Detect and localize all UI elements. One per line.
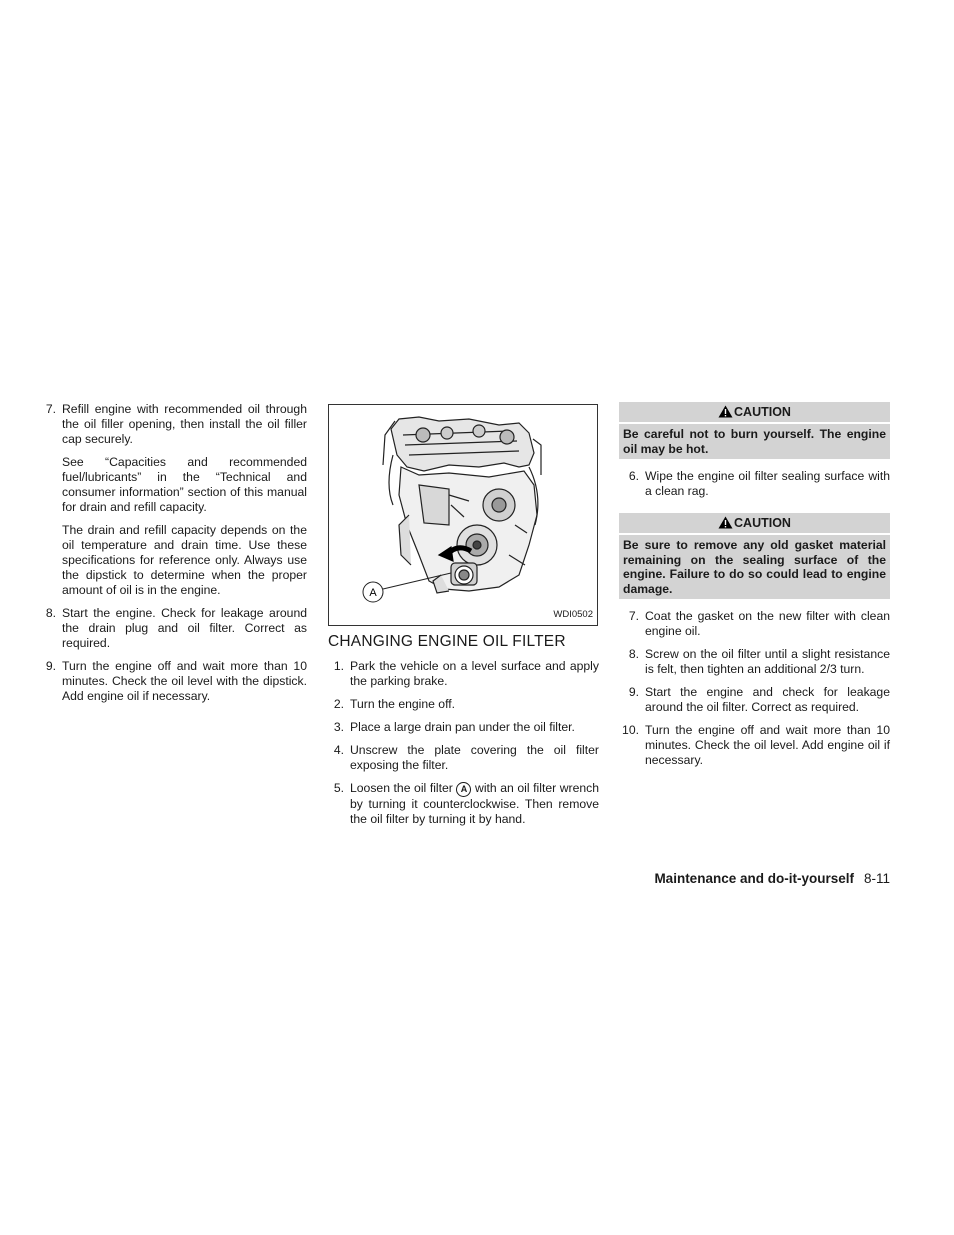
capacity-note-paragraph: The drain and refill capacity depends on the oil temperature and drain time. Use these specifications for reference only. Always use the dipstick to determine when the proper amount of oil is in the engine.	[62, 523, 307, 597]
filter-step-6	[619, 469, 890, 499]
warning-triangle-icon	[718, 405, 733, 418]
step-number: 7.	[628, 609, 639, 623]
step-text: Start the engine and check for leakage around the oil filter. Correct as required.	[645, 685, 890, 714]
step-text: Turn the engine off.	[350, 697, 456, 711]
step-text: Place a large drain pan under the oil filter.	[350, 720, 575, 734]
caution-box-gasket	[619, 513, 890, 599]
step-number: 3.	[333, 720, 344, 734]
filter-step-3	[328, 720, 599, 735]
step-number: 6.	[628, 469, 639, 483]
filter-step-7	[619, 609, 890, 639]
step-text-before: Loosen the oil filter	[350, 781, 453, 795]
filter-step-8	[619, 647, 890, 677]
step-number: 8.	[628, 647, 639, 661]
step-text: Wipe the engine oil filter sealing surface with a clean rag.	[645, 469, 890, 498]
engine-oil-filter-figure	[328, 404, 598, 626]
step-text: Refill engine with recommended oil through the oil filler opening, then install the oil filler cap securely.	[62, 402, 307, 446]
step-text-after: with an oil filter wrench by turning it counterclockwise. Then remove the oil filter by turning it by hand.	[350, 781, 600, 826]
filter-step-4	[328, 743, 599, 773]
right-column	[619, 402, 890, 776]
step-text: Turn the engine off and wait more than 10 minutes. Check the oil level. Add engine oil if necessary.	[645, 723, 890, 767]
filter-step-10	[619, 723, 890, 768]
callout-a-marker: A	[456, 782, 471, 797]
left-column	[40, 402, 307, 712]
step-number: 1.	[333, 659, 344, 673]
step-number: 7.	[45, 402, 56, 416]
step-number: 5.	[333, 781, 344, 795]
step-8-start-engine	[40, 606, 307, 651]
step-text: Unscrew the plate covering the oil filter exposing the filter.	[350, 743, 599, 772]
section-title: CHANGING ENGINE OIL FILTER	[328, 633, 566, 650]
caution-title: CAUTION	[734, 516, 791, 530]
filter-step-2	[328, 697, 599, 712]
filter-step-5	[328, 781, 599, 827]
step-text: Turn the engine off and wait more than 10 minutes. Check the oil level with the dipstick. Add engine oil if necessary.	[62, 659, 307, 703]
step-text: Park the vehicle on a level surface and apply the parking brake.	[350, 659, 599, 688]
caution-body: Be careful not to burn yourself. The engine oil may be hot.	[619, 424, 890, 459]
callout-a-label: A	[369, 587, 377, 599]
caution-header	[619, 402, 890, 422]
step-text: Start the engine. Check for leakage around the drain plug and oil filter. Correct as required.	[62, 606, 307, 650]
step-text: Coat the gasket on the new filter with clean engine oil.	[645, 609, 890, 638]
caution-title: CAUTION	[734, 405, 791, 419]
step-9-check-level	[40, 659, 307, 704]
figure-code: WDI0502	[553, 609, 593, 620]
middle-column	[328, 402, 599, 835]
caution-body: Be sure to remove any old gasket material remaining on the sealing surface of the engine. Failure to do so could lead to engine damage.	[619, 535, 890, 599]
step-number: 4.	[333, 743, 344, 757]
engine-illustration	[329, 405, 597, 625]
page-footer	[654, 871, 890, 886]
step-text: Screw on the oil filter until a slight resistance is felt, then tighten an additional 2/3 turn.	[645, 647, 890, 676]
footer-section-title: Maintenance and do-it-yourself	[654, 871, 854, 886]
filter-step-1	[328, 659, 599, 689]
caution-header	[619, 513, 890, 533]
step-number: 2.	[333, 697, 344, 711]
step-number: 10.	[622, 723, 639, 737]
caution-box-hot-oil	[619, 402, 890, 459]
warning-triangle-icon	[718, 516, 733, 529]
capacity-reference-paragraph: See “Capacities and recommended fuel/lubricants” in the “Technical and consumer information” section of this manual for drain and refill capacity.	[62, 455, 307, 514]
step-number: 9.	[45, 659, 56, 673]
step-number: 8.	[45, 606, 56, 620]
step-7-refill	[40, 402, 307, 447]
filter-step-9	[619, 685, 890, 715]
page-number: 8-11	[863, 871, 890, 886]
step-number: 9.	[628, 685, 639, 699]
